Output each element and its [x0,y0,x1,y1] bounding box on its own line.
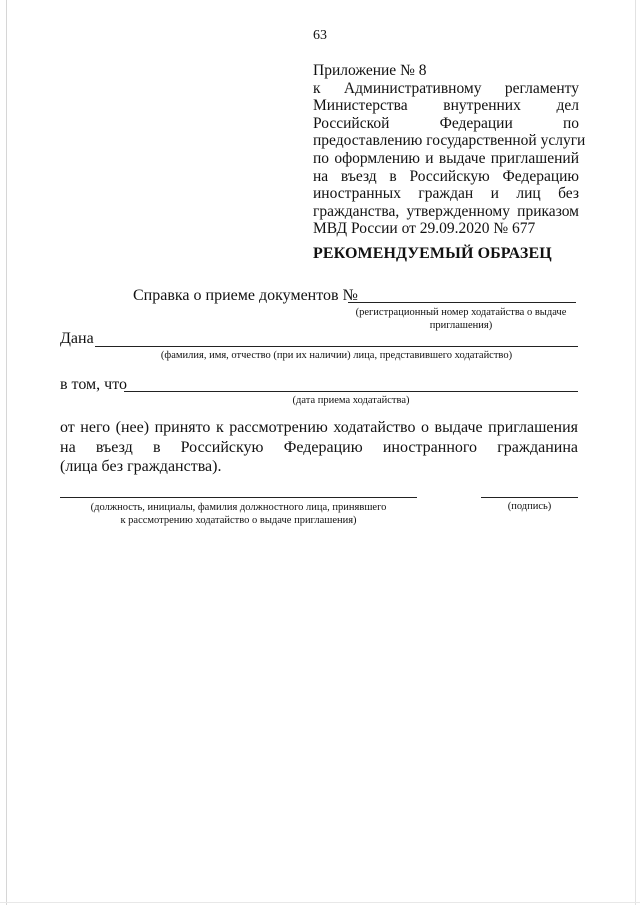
body-line: от него (нее) принято к рассмотрению ходатайство о выдаче приглашения [60,419,578,436]
official-position-blank [60,497,417,498]
applicant-name-blank [95,346,578,347]
sample-heading: РЕКОМЕНДУЕМЫЙ ОБРАЗЕЦ [313,245,552,262]
appendix-line: к Административному регламенту [313,79,579,97]
fact-label: в том, что [60,376,127,393]
scan-edge-right [635,0,636,905]
given-label: Дана [60,330,94,347]
certificate-number-note [336,306,586,332]
certificate-note-line: приглашения) [429,320,493,331]
body-line: (лица без гражданства). [60,458,222,475]
certificate-number-blank [348,302,576,303]
appendix-line: иностранных граждан и лиц без [313,185,579,203]
appendix-header [313,62,586,238]
date-note: (дата приема ходатайства) [292,395,410,406]
date-blank [124,391,578,392]
appendix-line: предоставлению государственной услуги [313,132,586,150]
appendix-line: МВД России от 29.09.2020 № 677 [313,220,536,238]
appendix-line: Приложение № 8 [313,62,427,79]
body-paragraph [60,418,578,477]
appendix-line: Министерства внутренних дел [313,97,579,115]
page-number: 63 [313,28,327,43]
applicant-name-note: (фамилия, имя, отчество (при их наличии) лица, представившего ходатайство) [160,350,513,361]
appendix-line: гражданства, утвержденному приказом [313,202,579,220]
official-position-note [60,501,417,527]
certificate-label: Справка о приеме документов № [133,287,358,304]
body-line: на въезд в Российскую Федерацию иностранного гражданина [60,438,578,456]
scan-edge-bottom [0,902,640,903]
certificate-note-line: (регистрационный номер ходатайства о выдаче [355,307,567,318]
appendix-line: на въезд в Российскую Федерацию [313,167,579,185]
appendix-line: по оформлению и выдаче приглашений [313,149,579,167]
official-note-line: к рассмотрению ходатайство о выдаче приглашения) [120,515,357,526]
signature-blank [481,497,578,498]
appendix-line: Российской Федерации по [313,114,579,132]
official-note-line: (должность, инициалы, фамилия должностного лица, принявшего [90,502,387,513]
signature-note: (подпись) [507,501,552,512]
scan-edge-left [6,0,7,905]
